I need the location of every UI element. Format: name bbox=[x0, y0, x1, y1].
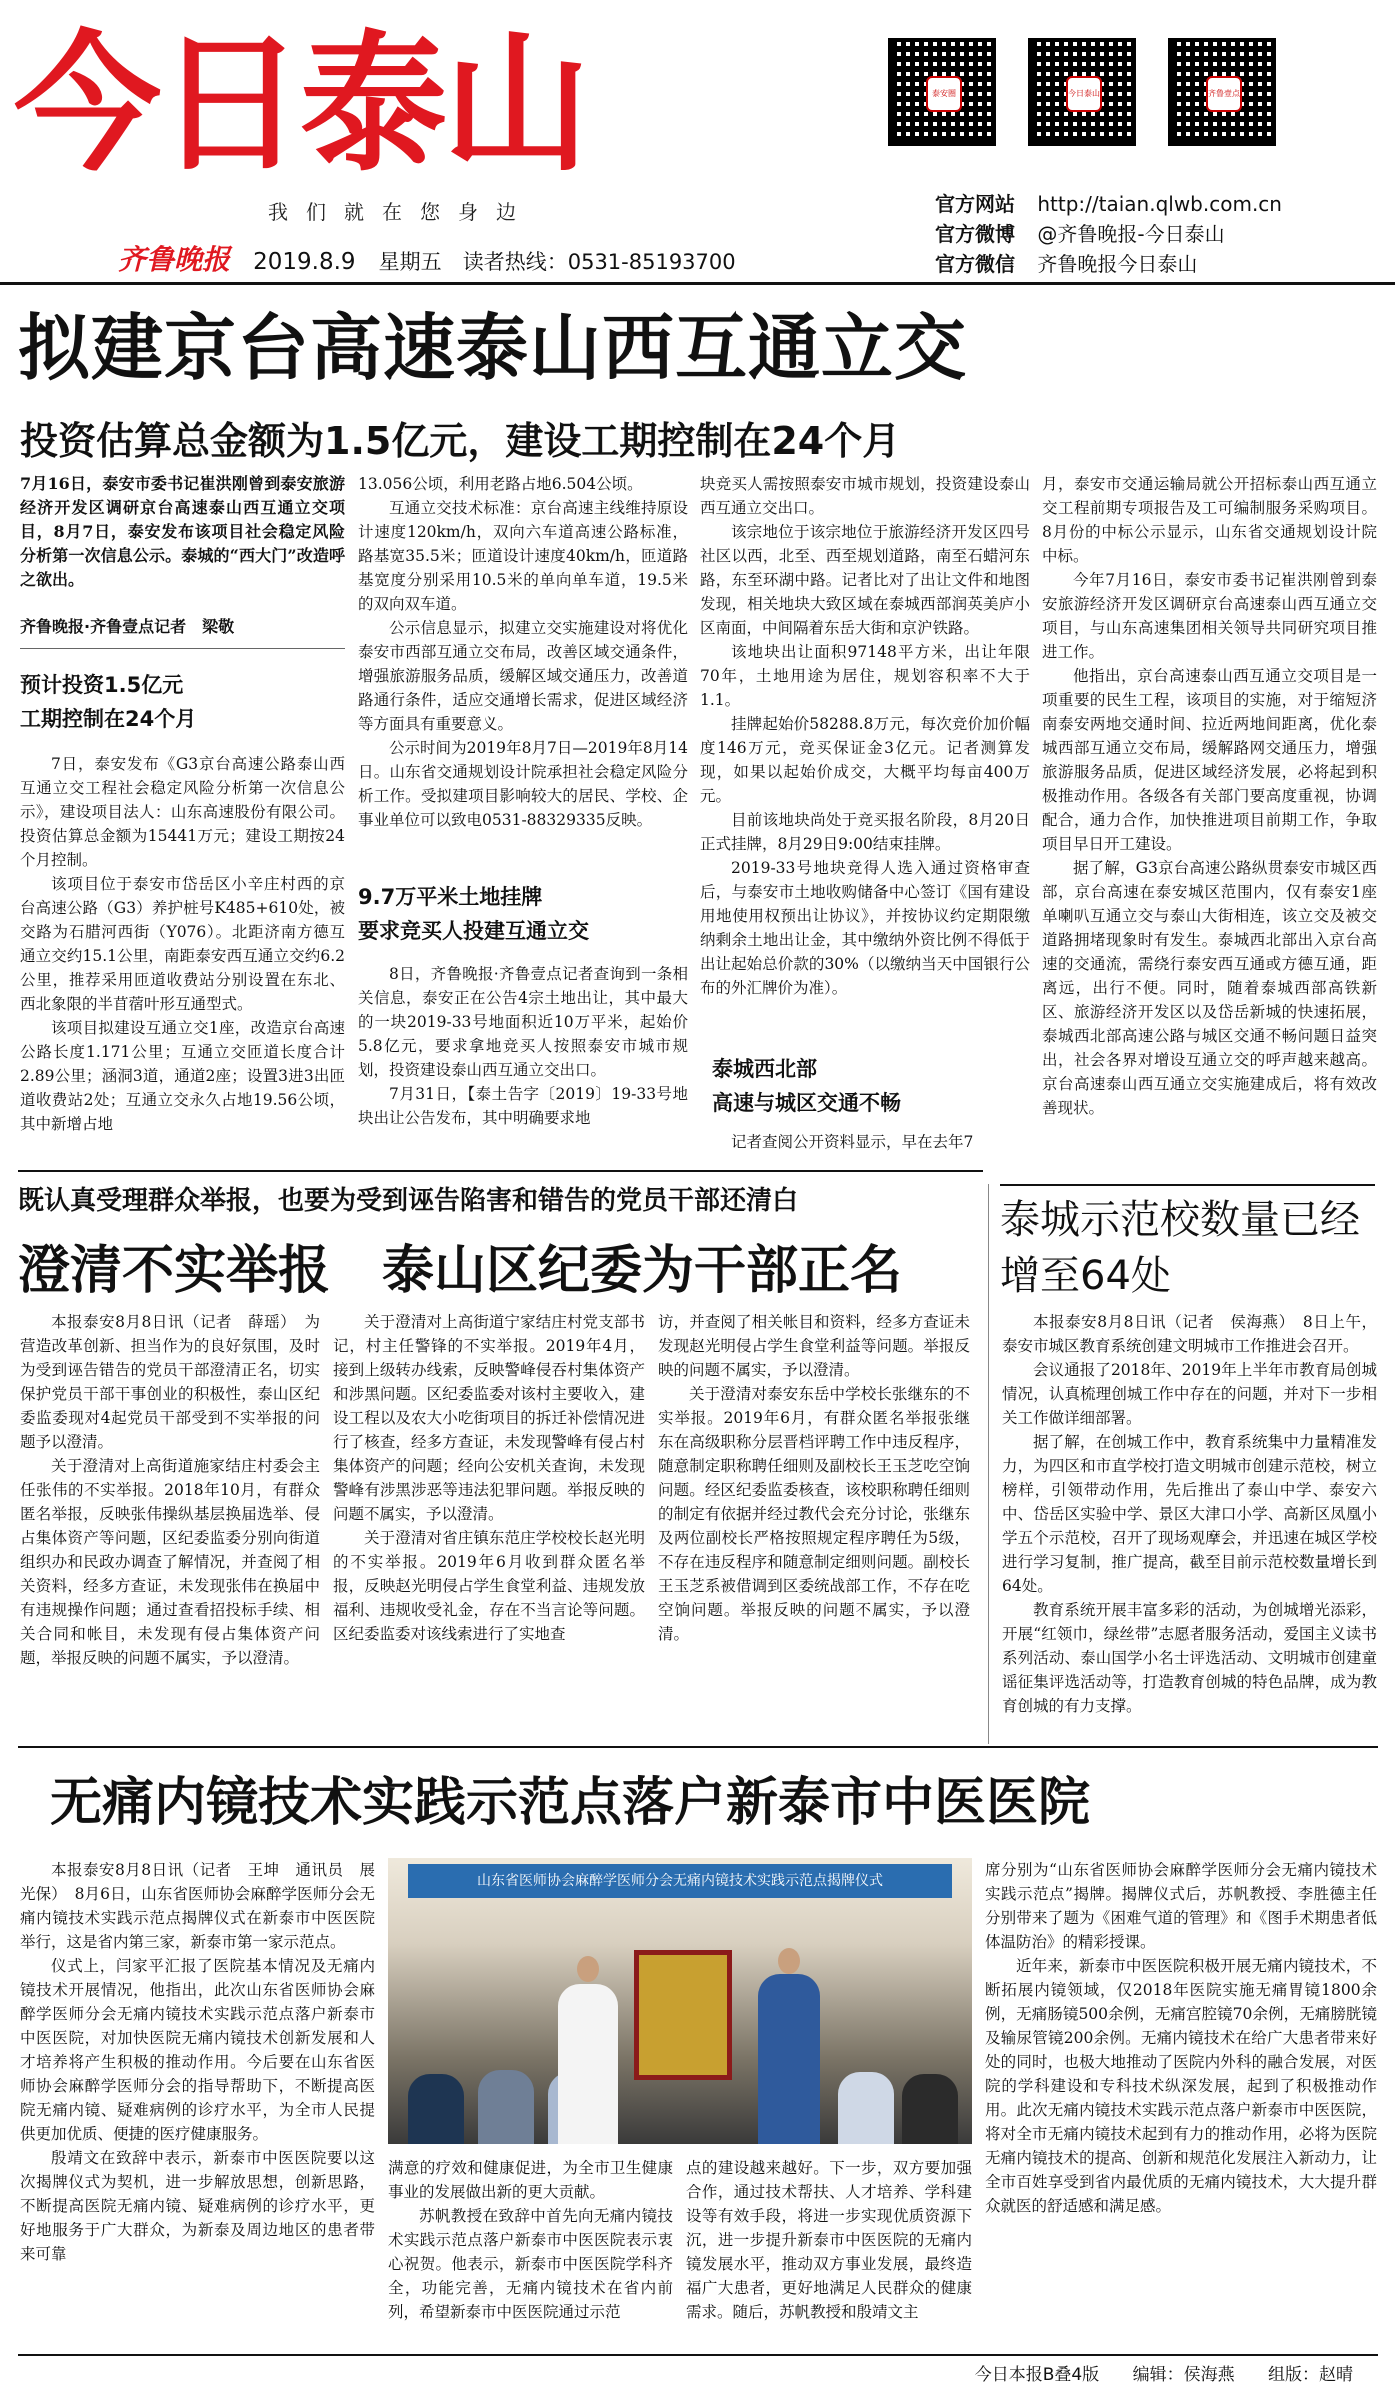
story3-top-rule bbox=[1000, 1184, 1375, 1186]
qr-code-qiluyidian[interactable]: 齐鲁壹点 bbox=[1168, 38, 1276, 146]
lead-col-1: 7日，泰安发布《G3京台高速公路泰山西互通立交工程社会稳定风险分析第一次信息公示》，建设项目法人：山东高速股份有限公司。投资估算总金额为15441万元；建设工期按24个月控制。 该项目位于泰安市岱岳区小辛庄村西的京台高速公路（G3）养护桩号K485+610处，被交路为石腊河西街（Y076）。北距济南方德互通立交约15.1公里，南距泰安西互通立交约6.2公里，推荐采用匝道收费站分别设置在东北、西北象限的半苜蓿叶形互通型式。 该项目拟建设互通立交1座，改造京台高速公路长度1.171公里；互通立交匝道长度合计2.89公里；涵洞3道，通道2座；设置3进3出匝道收费站2处；互通立交永久占地19.56公顷，其中新增占地 bbox=[20, 755, 345, 1133]
story2-col-2: 关于澄清对上高街道宁家结庄村党支部书记，村主任警锋的不实举报。2019年4月，接到上级转办线索，反映警峰侵吞村集体资产和涉黑问题。区纪委监委对该村主要收入，建设工程以及农大小吃街项目的拆迁补偿情况进行了核查，经多方查证，未发现警峰有侵占村集体资产的问题；经向公安机关查询，未发现警峰有涉黑涉恶等违法犯罪问题。举报反映的问题不属实，予以澄清。 关于澄清对省庄镇东范庄学校校长赵光明的不实举报。2019年6月收到群众匿名举报，反映赵光明侵占学生食堂利益、违规发放福利、违规收受礼金，存在不当言论等问题。区纪委监委对该线索进行了实地查 bbox=[333, 1313, 645, 1643]
story4-col-2: 满意的疗效和健康促进，为全市卫生健康事业的发展做出新的更大贡献。 苏帆教授在致辞中首先向无痛内镜技术实践示范点落户新泰市中医医院表示衷心祝贺。他表示，新泰市中医医院学科齐全，功能完善，无痛内镜技术在省内前列，希望新泰市中医医院通过示范 bbox=[388, 2159, 673, 2321]
section2-title-b: 要求竞买人投建互通立交 bbox=[358, 919, 589, 943]
footer-rule bbox=[18, 2354, 1378, 2356]
qr-code-taianquan[interactable]: 泰安圈 bbox=[888, 38, 996, 146]
story4-col-3: 点的建设越来越好。下一步，双方要加强合作，通过技术帮扶、人才培养、学科建设等有效手段，将进一步实现优质资源下沉，进一步提升新泰市中医医院的无痛内镜发展水平，推动双方事业发展，最终造福广大患者，更好地满足人民群众的健康需求。随后，苏帆教授和殷靖文主 bbox=[686, 2159, 972, 2321]
masthead-title: 今日泰山 bbox=[14, 18, 587, 192]
lead-col-2b: 8日，齐鲁晚报·齐鲁壹点记者查询到一条相关信息，泰安正在公告4宗土地出让，其中最大的一块2019-33号地面积近10万平米，起始价5.8亿元，要求拿地竞买人按照泰安市城市规划，投资建设泰山西互通立交出口。 7月31日，【泰土告字〔2019〕19-33号地块出让公告发布，其中明确要求地 bbox=[358, 965, 688, 1127]
story-divider bbox=[988, 1184, 989, 1744]
issue-date: 2019.8.9 bbox=[253, 249, 356, 275]
lead-subhead: 投资估算总金额为1.5亿元，建设工期控制在24个月 bbox=[20, 419, 901, 463]
lead-col-4: 月，泰安市交通运输局就公开招标泰山西互通立交工程前期专项报告及工可编制服务采购项目。8月份的中标公示显示，山东省交通规划设计院中标。 今年7月16日，泰安市委书记崔洪刚曾到泰安旅游经济开发区调研京台高速泰山西互通立交项目，与山东高速集团相关领导共同研究项目推进工作。 他指出，京台高速泰山西互通立交项目是一项重要的民生工程，该项目的实施，对于缩短济南泰安两地交通时间、拉近两地间距离，优化泰城西部互通立交布局，缓解路网交通压力，增强旅游服务品质，促进区域经济发展，必将起到积极推动作用。各级各有关部门要高度重视，协调配合，通力合作，加快推进项目前期工作，争取项目早日开工建设。 据了解，G3京台高速公路纵贯泰安市城区西部，京台高速在泰安城区范围内，仅有泰安1座单喇叭互通立交与泰山大街相连，该立交及被交道路拥堵现象时有发生。泰城西北部出入京台高速的交通流，需绕行泰安西互通或方德互通，距离远，出行不便。同时，随着泰城西部高铁新区、旅游经济开发区以及岱岳新城的快速拓展，泰城西北部高速公路与城区交通不畅问题日益突出，社会各界对增设互通立交的呼声越来越高。京台高速泰山西互通立交实施建成后，将有效改善现状。 bbox=[1042, 475, 1377, 1117]
lead-col-3: 块竞买人需按照泰安市城市规划，投资建设泰山西互通立交出口。 该宗地位于该宗地位于旅游经济开发区四号社区以西，北至、西至规划道路，南至石蜡河东路，东至环湖中路。记者比对了出让文件和地图发现，相关地块大致区域在泰城西部润英美庐小区南面，中间隔着东岳大街和京沪铁路。 该地块出让面积97148平方米，出让年限70年，土地用途为居住，规划容积率不大于1.1。 挂牌起始价58288.8万元，每次竞价加价幅度146万元，竞买保证金3亿元。记者测算发现，如果以起始价成交，大概平均每亩400万元。 目前该地块尚处于竞买报名阶段，8月20日正式挂牌，8月29日9:00结束挂牌。 2019-33号地块竞得人选入通过资格审查后，与泰安市土地收购储备中心签订《国有建设用地使用权预出让协议》，并按协议约定期限缴纳剩余土地出让金，其中缴纳外资比例不得低于出让起始总价款的30%（以缴纳当天中国银行公布的外汇牌价为准）。 bbox=[700, 475, 1030, 997]
dateline-row bbox=[118, 238, 736, 278]
story2-col-1: 本报泰安8月8日讯（记者 薛瑶） 为营造改革创新、担当作为的良好氛围，及时为受到诬告错告的党员干部澄清正名，切实保护党员干部干事创业的积极性，泰山区纪委监委现对4起党员干部受到不实举报的问题予以澄清。 关于澄清对上高街道施家结庄村委会主任张伟的不实举报。2018年10月，有群众匿名举报，反映张伟操纵基层换届选举、侵占集体资产等问题，区纪委监委分别向街道组织办和民政办调查了解情况，并查阅了相关资料，经多方查证，未发现张伟在换届中有违规操作问题；通过查看招投标手续、相关合同和帐目，未发现有侵占集体资产问题，举报反映的问题不属实，予以澄清。 bbox=[20, 1313, 320, 1667]
byline-rule bbox=[20, 648, 345, 649]
masthead-slogan: 我们就在您身边 bbox=[268, 200, 534, 224]
footer-page: 今日本报B叠4版 bbox=[974, 2365, 1100, 2385]
story4-col-4: 席分别为“山东省医师协会麻醉学医师分会无痛内镜技术实践示范点”揭牌。揭牌仪式后，苏帆教授、李胜德主任分别带来了题为《困难气道的管理》和《图手术期患者低体温防治》的精彩授课。 近年来，新泰市中医医院积极开展无痛内镜技术，不断拓展内镜领域，仅2018年医院实施无痛胃镜1800余例，无痛肠镜500余例，无痛宫腔镜70余例，无痛膀胱镜及输尿管镜200余例。无痛内镜技术在给广大患者带来好处的同时，也极大地推动了医院内外科的融合发展，对医院的学科建设和专科技术纵深发展，起到了积极推动作用。此次无痛内镜技术实践示范点落户新泰市中医医院，将对全市无痛内镜技术起到有力的推动作用，必将为医院无痛内镜技术的提高、创新和规范化发展注入新动力，让全市百姓享受到省内最优质的无痛内镜技术，大大提升群众就医的舒适感和满足感。 bbox=[985, 1861, 1377, 2215]
section3-title-a: 泰城西北部 bbox=[712, 1057, 817, 1081]
footer-layout: 组版：赵晴 bbox=[1268, 2365, 1353, 2385]
lead-col-3b: 记者查阅公开资料显示，早在去年7 bbox=[731, 1133, 974, 1151]
channel-wechat: 官方微信 齐鲁晚报今日泰山 bbox=[935, 252, 1198, 276]
issue-weekday: 星期五 bbox=[378, 250, 442, 274]
story2-kicker: 既认真受理群众举报，也要为受到诬告陷害和错告的党员干部还清白 bbox=[18, 1186, 799, 1216]
story2-col-3: 访，并查阅了相关帐目和资料，经多方查证未发现赵光明侵占学生食堂利益等问题。举报反映的问题不属实，予以澄清。 关于澄清对泰安东岳中学校长张继东的不实举报。2019年6月，有群众匿名举报张继东在高级职称分层晋档评聘工作中违反程序，随意制定职称聘任细则及副校长王玉芝吃空饷问题。经区纪委监委核查，该校职称聘任细则的制定有依据并经过教代会充分讨论，张继东及两位副校长严格按照规定程序聘任为5级，不存在违反程序和随意制定细则问题。副校长王玉芝系被借调到区委统战部工作，不存在吃空饷问题。举报反映的问题不属实，予以澄清。 bbox=[658, 1313, 970, 1643]
story4-top-rule bbox=[18, 1746, 1378, 1748]
lead-headline: 拟建京台高速泰山西互通立交 bbox=[18, 306, 968, 390]
masthead-divider bbox=[0, 282, 1395, 285]
section2-title-a: 9.7万平米土地挂牌 bbox=[358, 885, 543, 909]
qr-code-jinritaishan[interactable]: 今日泰山 bbox=[1028, 38, 1136, 146]
photo-plaque bbox=[634, 1950, 732, 2080]
story2-top-rule bbox=[18, 1170, 983, 1172]
section3-title-b: 高速与城区交通不畅 bbox=[712, 1091, 901, 1115]
channel-weibo: 官方微博 @齐鲁晚报-今日泰山 bbox=[935, 222, 1225, 246]
story3-headline: 泰城示范校数量已经增至64处 bbox=[1000, 1197, 1360, 1299]
website-link[interactable]: http://taian.qlwb.com.cn bbox=[1037, 192, 1282, 216]
lead-col-2: 13.056公顷，利用老路占地6.504公顷。 互通立交技术标准：京台高速主线维持原设计速度120km/h，双向六车道高速公路标准，路基宽35.5米；匝道设计速度40km/h，匝道路基宽度分别采用10.5米的单向单车道，19.5米的双向双车道。 公示信息显示，拟建立交实施建设对将优化泰安市西部互通立交布局，改善区域交通条件，增强旅游服务品质，缓解区域交通压力，改善道路通行条件，适应交通增长需求，促进区域经济等方面具有重要意义。 公示时间为2019年8月7日—2019年8月14日。山东省交通规划设计院承担社会稳定风险分析工作。受拟建项目影响较大的居民、学校、企事业单位可以致电0531-88329335反映。 bbox=[358, 475, 688, 829]
story2-headline: 澄清不实举报 泰山区纪委为干部正名 bbox=[18, 1241, 903, 1301]
page-footer bbox=[975, 2360, 1353, 2385]
channel-website: 官方网站 http://taian.qlwb.com.cn bbox=[935, 192, 1282, 216]
section1-title-b: 工期控制在24个月 bbox=[20, 707, 197, 731]
photo-banner: 山东省医师协会麻醉学医师分会无痛内镜技术实践示范点揭牌仪式 bbox=[408, 1864, 952, 1898]
footer-editor: 编辑：侯海燕 bbox=[1132, 2365, 1235, 2385]
story4-col-1: 本报泰安8月8日讯（记者 王坤 通讯员 展光保） 8月6日，山东省医师协会麻醉学医师分会无痛内镜技术实践示范点揭牌仪式在新泰市中医医院举行，这是省内第三家，新泰市第一家示范点。 仪式上，闫家平汇报了医院基本情况及无痛内镜技术开展情况，他指出，此次山东省医师协会麻醉学医师分会无痛内镜技术实践示范点落户新泰市中医医院，对加快医院无痛内镜技术创新发展和人才培养将产生积极的推动作用。今后要在山东省医师协会麻醉学医师分会的指导帮助下，不断提高医院无痛内镜、疑难病例的诊疗水平，为全市人民提供更加优质、便捷的医疗健康服务。 殷靖文在致辞中表示，新泰市中医医院要以这次揭牌仪式为契机，进一步解放思想，创新思路，不断提高医院无痛内镜、疑难病例的诊疗水平，更好地服务于广大群众，为新泰及周边地区的患者带来可靠 bbox=[20, 1861, 375, 2263]
ceremony-photo bbox=[388, 1858, 972, 2144]
story3-body: 本报泰安8月8日讯（记者 侯海燕） 8日上午，泰安市城区教育系统创建文明城市工作推进会召开。 会议通报了2018年、2019年上半年市教育局创城情况，认真梳理创城工作中存在的问题，并对下一步相关工作做详细部署。 据了解，在创城工作中，教育系统集中力量精准发力，为四区和市直学校打造文明城市创建示范校，树立榜样，引领带动作用，先后推出了泰山中学、泰安六中、岱岳区实验中学、景区大津口小学、高新区凤凰小学五个示范校，召开了现场观摩会，并迅速在城区学校进行学习复制，推广提高，截至目前示范校数量增长到64处。 教育系统开展丰富多彩的活动，为创城增光添彩，开展“红领巾，绿丝带”志愿者服务活动，爱国主义读书系列活动、泰山国学小名士评选活动、文明城市创建童谣征集评选活动等，打造教育创城的特色品牌，成为教育创城的有力支撑。 bbox=[1002, 1313, 1377, 1715]
story4-headline: 无痛内镜技术实践示范点落户新泰市中医医院 bbox=[50, 1773, 1091, 1833]
section1-title-a: 预计投资1.5亿元 bbox=[20, 673, 184, 697]
brand-logo: 齐鲁晚报 bbox=[118, 243, 231, 276]
lead-byline: 齐鲁晚报·齐鲁壹点记者 梁敬 bbox=[20, 617, 235, 636]
lead-summary: 7月16日，泰安市委书记崔洪刚曾到泰安旅游经济开发区调研京台高速泰山西互通立交项目，8月7日，泰安发布该项目社会稳定风险分析第一次信息公示。泰城的“西大门”改造呼之欲出。 bbox=[20, 474, 345, 589]
reader-hotline: 读者热线：0531-85193700 bbox=[462, 250, 736, 274]
